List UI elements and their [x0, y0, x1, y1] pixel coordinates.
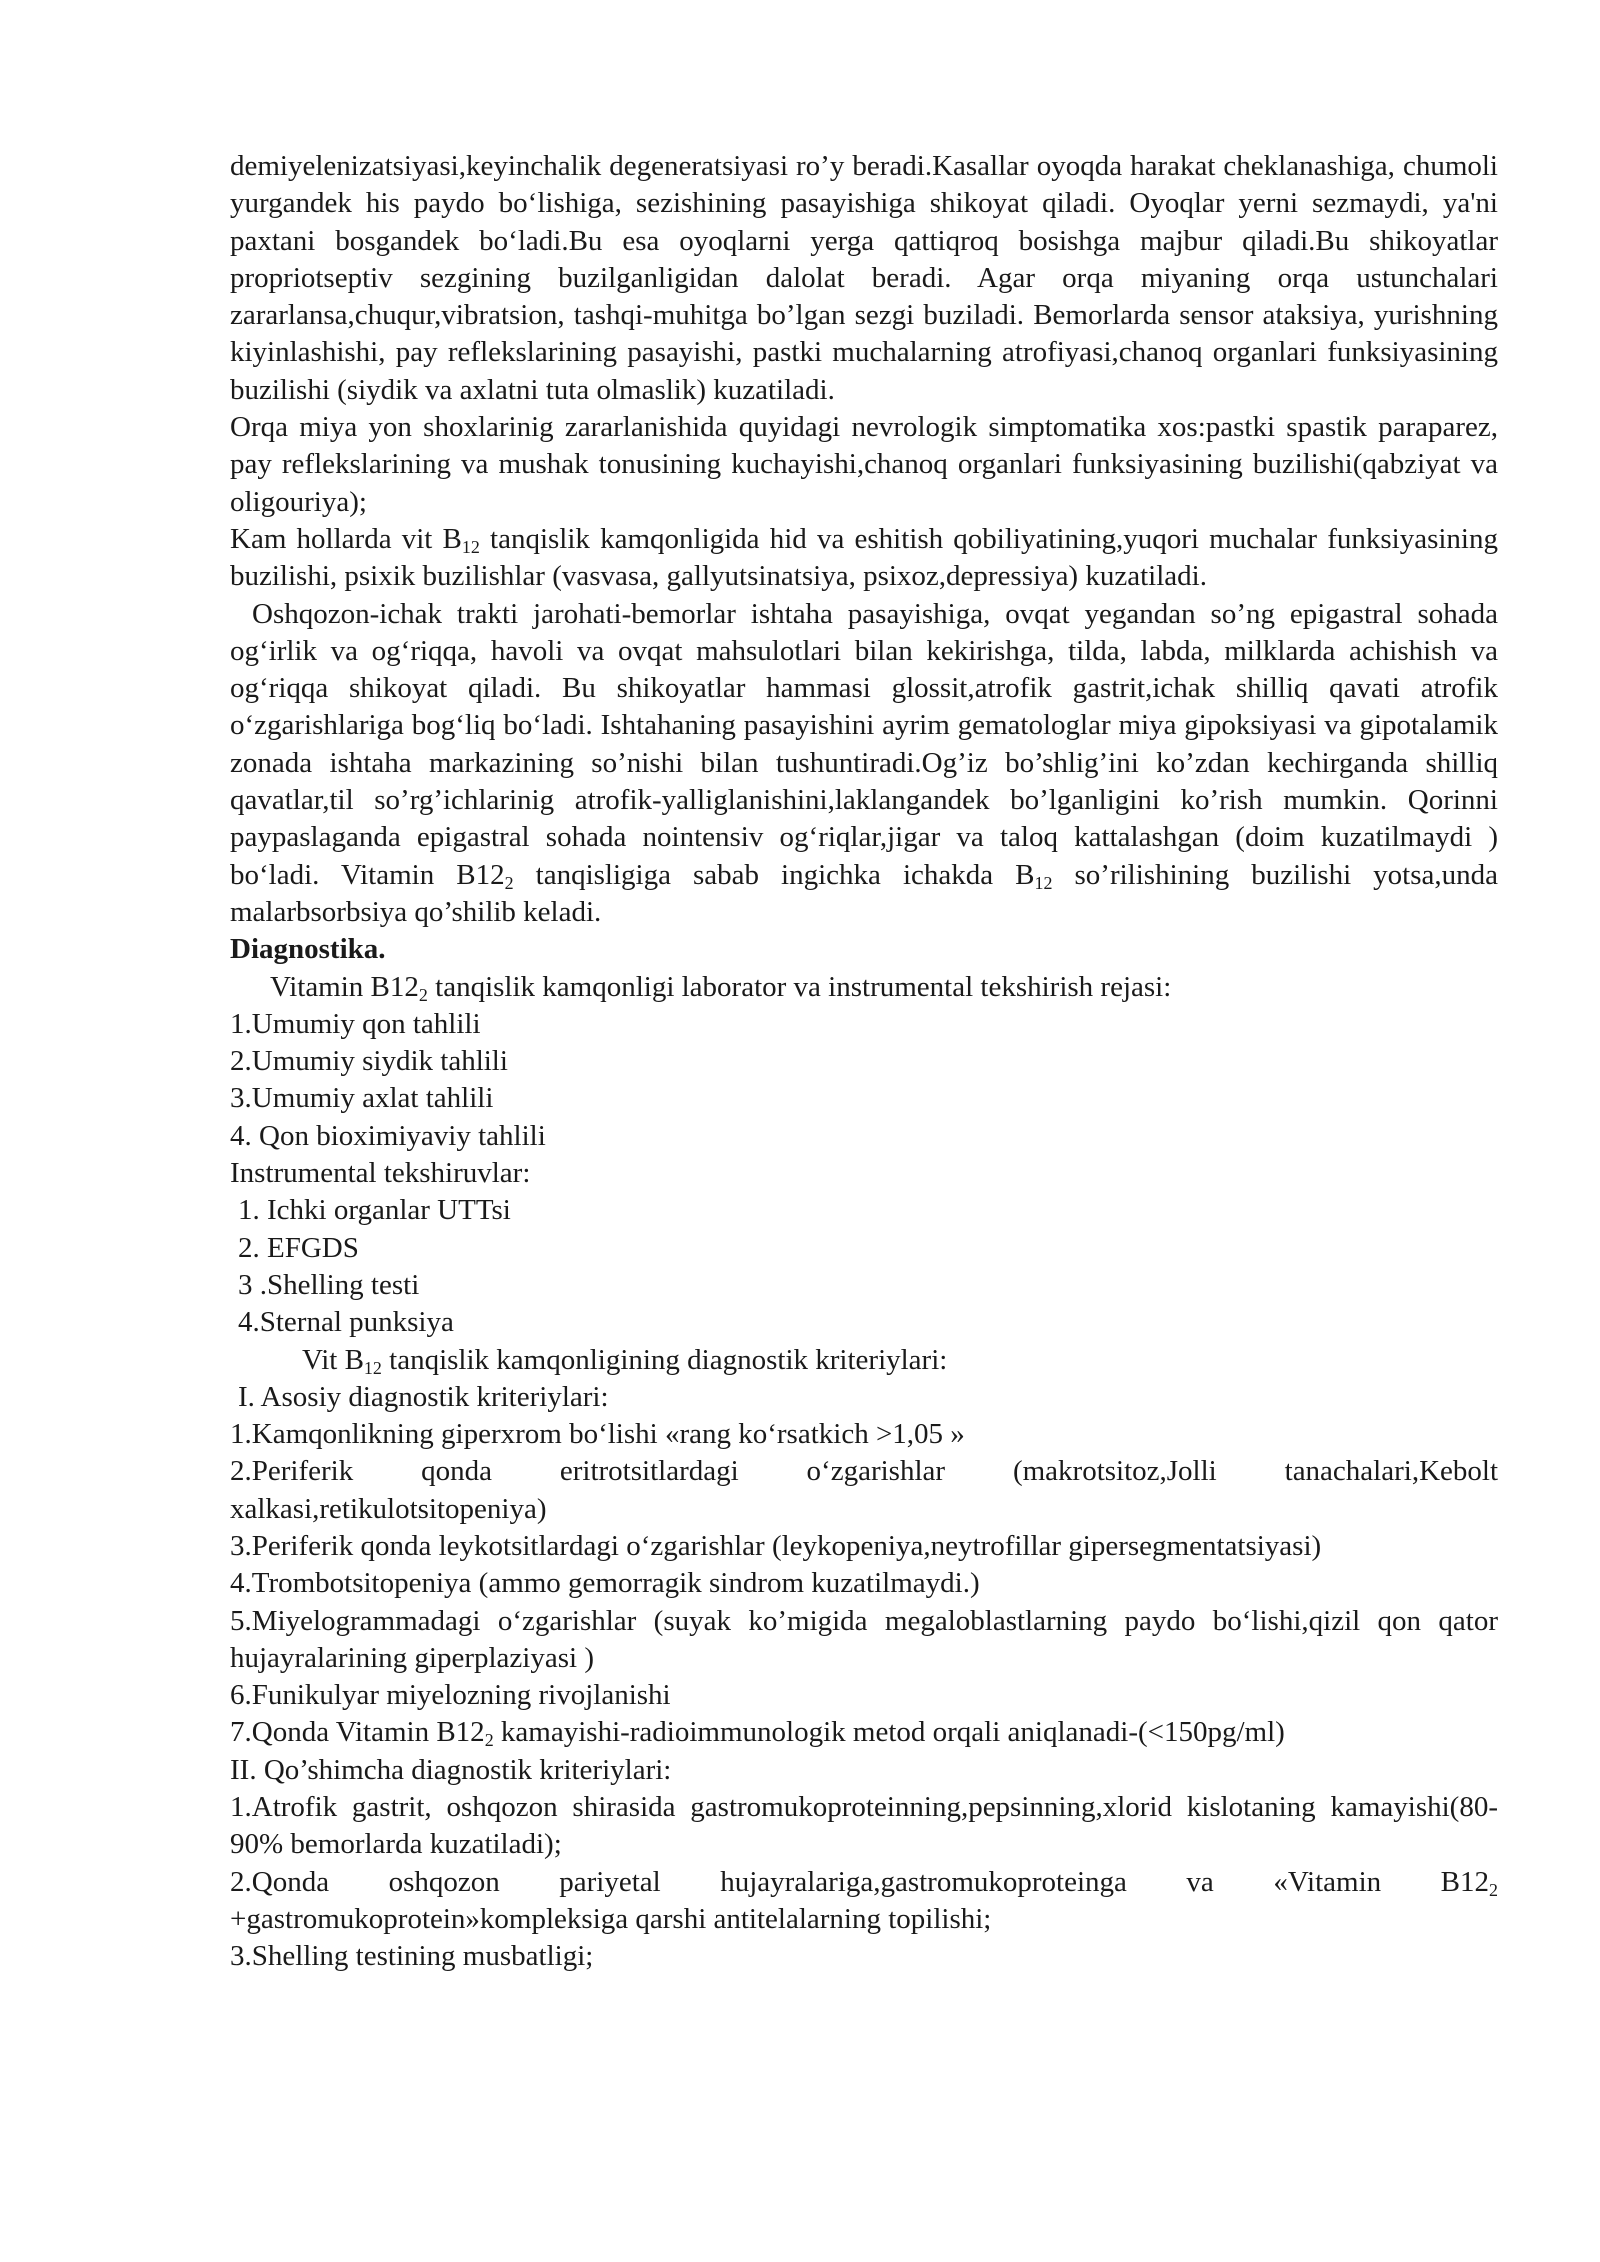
paragraph-neurological-symptoms: demiyelenizatsiyasi,keyinchalik degeneratsiyasi ro’y beradi.Kasallar oyoqda harakat cheklanashiga, chumoli yurgandek his paydo bo‘lishiga, sezishining pasayishiga shikoyat qiladi. Oyoqlar yerni sezmaydi, ya'ni paxtani bosgandek bo‘ladi.Bu esa oyoqlarni yerga qattiqroq bosishga majbur qiladi.Bu shikoyatlar propriotseptiv sezgining buzilganligidan dalolat beradi. Agar orqa miyaning orqa ustunchalari zararlansa,chuqur,vibratsion, tashqi-muhitga bo’lgan sezgi buziladi. Bemorlarda sensor ataksiya, yurishning kiyinlashishi, pay reflekslarining pasayishi, pastki muchalarning atrofiyasi,chanoq organlari funksiyasining buzilishi (siydik va axlatni tuta olmaslik) kuzatiladi. [230, 150, 1498, 406]
paragraph-spinal-cord-lesion: Orqa miya yon shoxlarinig zararlanishida quyidagi nevrologik simptomatika xos:pastki spastik paraparez, pay reflekslarining va mushak tonusining kuchayishi,chanoq organlari funksiyasining buzilishi(qabziyat va oligouriya); [230, 411, 1498, 518]
main-criteria-title: I. Asosiy diagnostik kriteriylari: [238, 1380, 609, 1413]
criteria-title: Vit $B_{12}$ tanqislik kamqonligining diagnostik kriteriylari: [302, 1343, 948, 1378]
paragraph-rare-symptoms: Kam hollarda vit $B_{12}$ tanqislik kamqonligida hid va eshitish qobiliyatining,yuqori muchalar funksiyasining buzilishi, psixik buzilishlar (vasvasa, gallyutsinatsiya, psixoz,depressiya) kuzatiladi. [230, 522, 1498, 593]
list-item: 3.Umumiy axlat tahlili [230, 1082, 494, 1115]
section-heading-diagnostika: Diagnostika. [230, 933, 386, 966]
list-item: 2. EFGDS [238, 1231, 359, 1264]
list-item: 2.Umumiy siydik tahlili [230, 1045, 508, 1078]
document-page [230, 148, 1498, 1976]
criteria-item: 3.Periferik qonda leykotsitlardagi o‘zgarishlar (leykopeniya,neytrofillar gipersegmentatsiyasi) [230, 1529, 1322, 1562]
criteria-item: 1.Kamqonlikning giperxrom bo‘lishi «rang ko‘rsatkich >1,05 » [230, 1418, 965, 1451]
criteria-item: 5.Miyelogrammadagi o‘zgarishlar (suyak ko’migida megaloblastlarning paydo bo‘lishi,qizil qon qator hujayralarining giperplaziyasi ) [230, 1604, 1498, 1674]
criteria-item: 1.Atrofik gastrit, oshqozon shirasida gastromukoproteinning,pepsinning,xlorid kislotaning kamayishi(80-90% bemorlarda kuzatiladi); [230, 1791, 1498, 1861]
plan-intro: Vitamin $B12_2$ tanqislik kamqonligi laborator va instrumental tekshirish rejasi: [270, 970, 1172, 1005]
criteria-item: 2.Periferik qonda eritrotsitlardagi o‘zgarishlar (makrotsitoz,Jolli tanachalari,Kebolt xalkasi,retikulotsitopeniya) [230, 1455, 1498, 1525]
criteria-item: 4.Trombotsitopeniya (ammo gemorragik sindrom kuzatilmaydi.) [230, 1567, 980, 1600]
extra-criteria-title: II. Qo’shimcha diagnostik kriteriylari: [230, 1753, 672, 1786]
list-item: 4.Sternal punksiya [238, 1306, 454, 1339]
list-item: 3 .Shelling testi [238, 1268, 420, 1301]
list-item: 1.Umumiy qon tahlili [230, 1007, 481, 1040]
list-item: 4. Qon bioximiyaviy tahlili [230, 1119, 546, 1152]
criteria-item: 6.Funikulyar miyelozning rivojlanishi [230, 1679, 671, 1712]
list-item: 1. Ichki organlar UTTsi [238, 1194, 511, 1227]
instrumental-title: Instrumental tekshiruvlar: [230, 1157, 531, 1190]
criteria-item: 2.Qonda oshqozon pariyetal hujayralariga,gastromukoproteinga va «Vitamin $B12_2$ +gastromukoprotein»kompleksiga qarshi antitelalarning topilishi; [230, 1865, 1498, 1935]
paragraph-gastrointestinal: Oshqozon-ichak trakti jarohati-bemorlar ishtaha pasayishiga, ovqat yegandan so’ng epigastral sohada og‘irlik va og‘riqqa, havoli va ovqat mahsulotlari bilan kekirishga, tilda, labda, milklarda achishish va og‘riqqa shikoyat qiladi. Bu shikoyatlar hammasi glossit,atrofik gastrit,ichak shilliq qavati atrofik o‘zgarishlariga bog‘liq bo‘ladi. Ishtahaning pasayishini ayrim gematologlar miya gipoksiyasi va gipotalamik zonada ishtaha markazining so’nishi bilan tushuntiradi.Og’iz bo’shlig’ini ko’zdan kechirganda shilliq qavatlar,til so’rg’ichlarinig atrofik-yalliglanishini,laklangandek bo’lganligini ko’rish mumkin. Qorinni paypaslaganda epigastral sohada nointensiv og‘riqlar,jigar va taloq kattalashgan (doim kuzatilmaydi ) bo‘ladi. Vitamin $B12_2$ tanqisligiga sabab ingichka ichakda $B_{12}$ so’rilishining buzilishi yotsa,unda malarbsorbsiya qo’shilib keladi. [230, 597, 1498, 928]
criteria-item: 3.Shelling testining musbatligi; [230, 1940, 594, 1973]
criteria-item: 7.Qonda Vitamin $B12_2$ kamayishi-radioimmunologik metod orqali aniqlanadi-(<150pg/ml) [230, 1716, 1285, 1751]
